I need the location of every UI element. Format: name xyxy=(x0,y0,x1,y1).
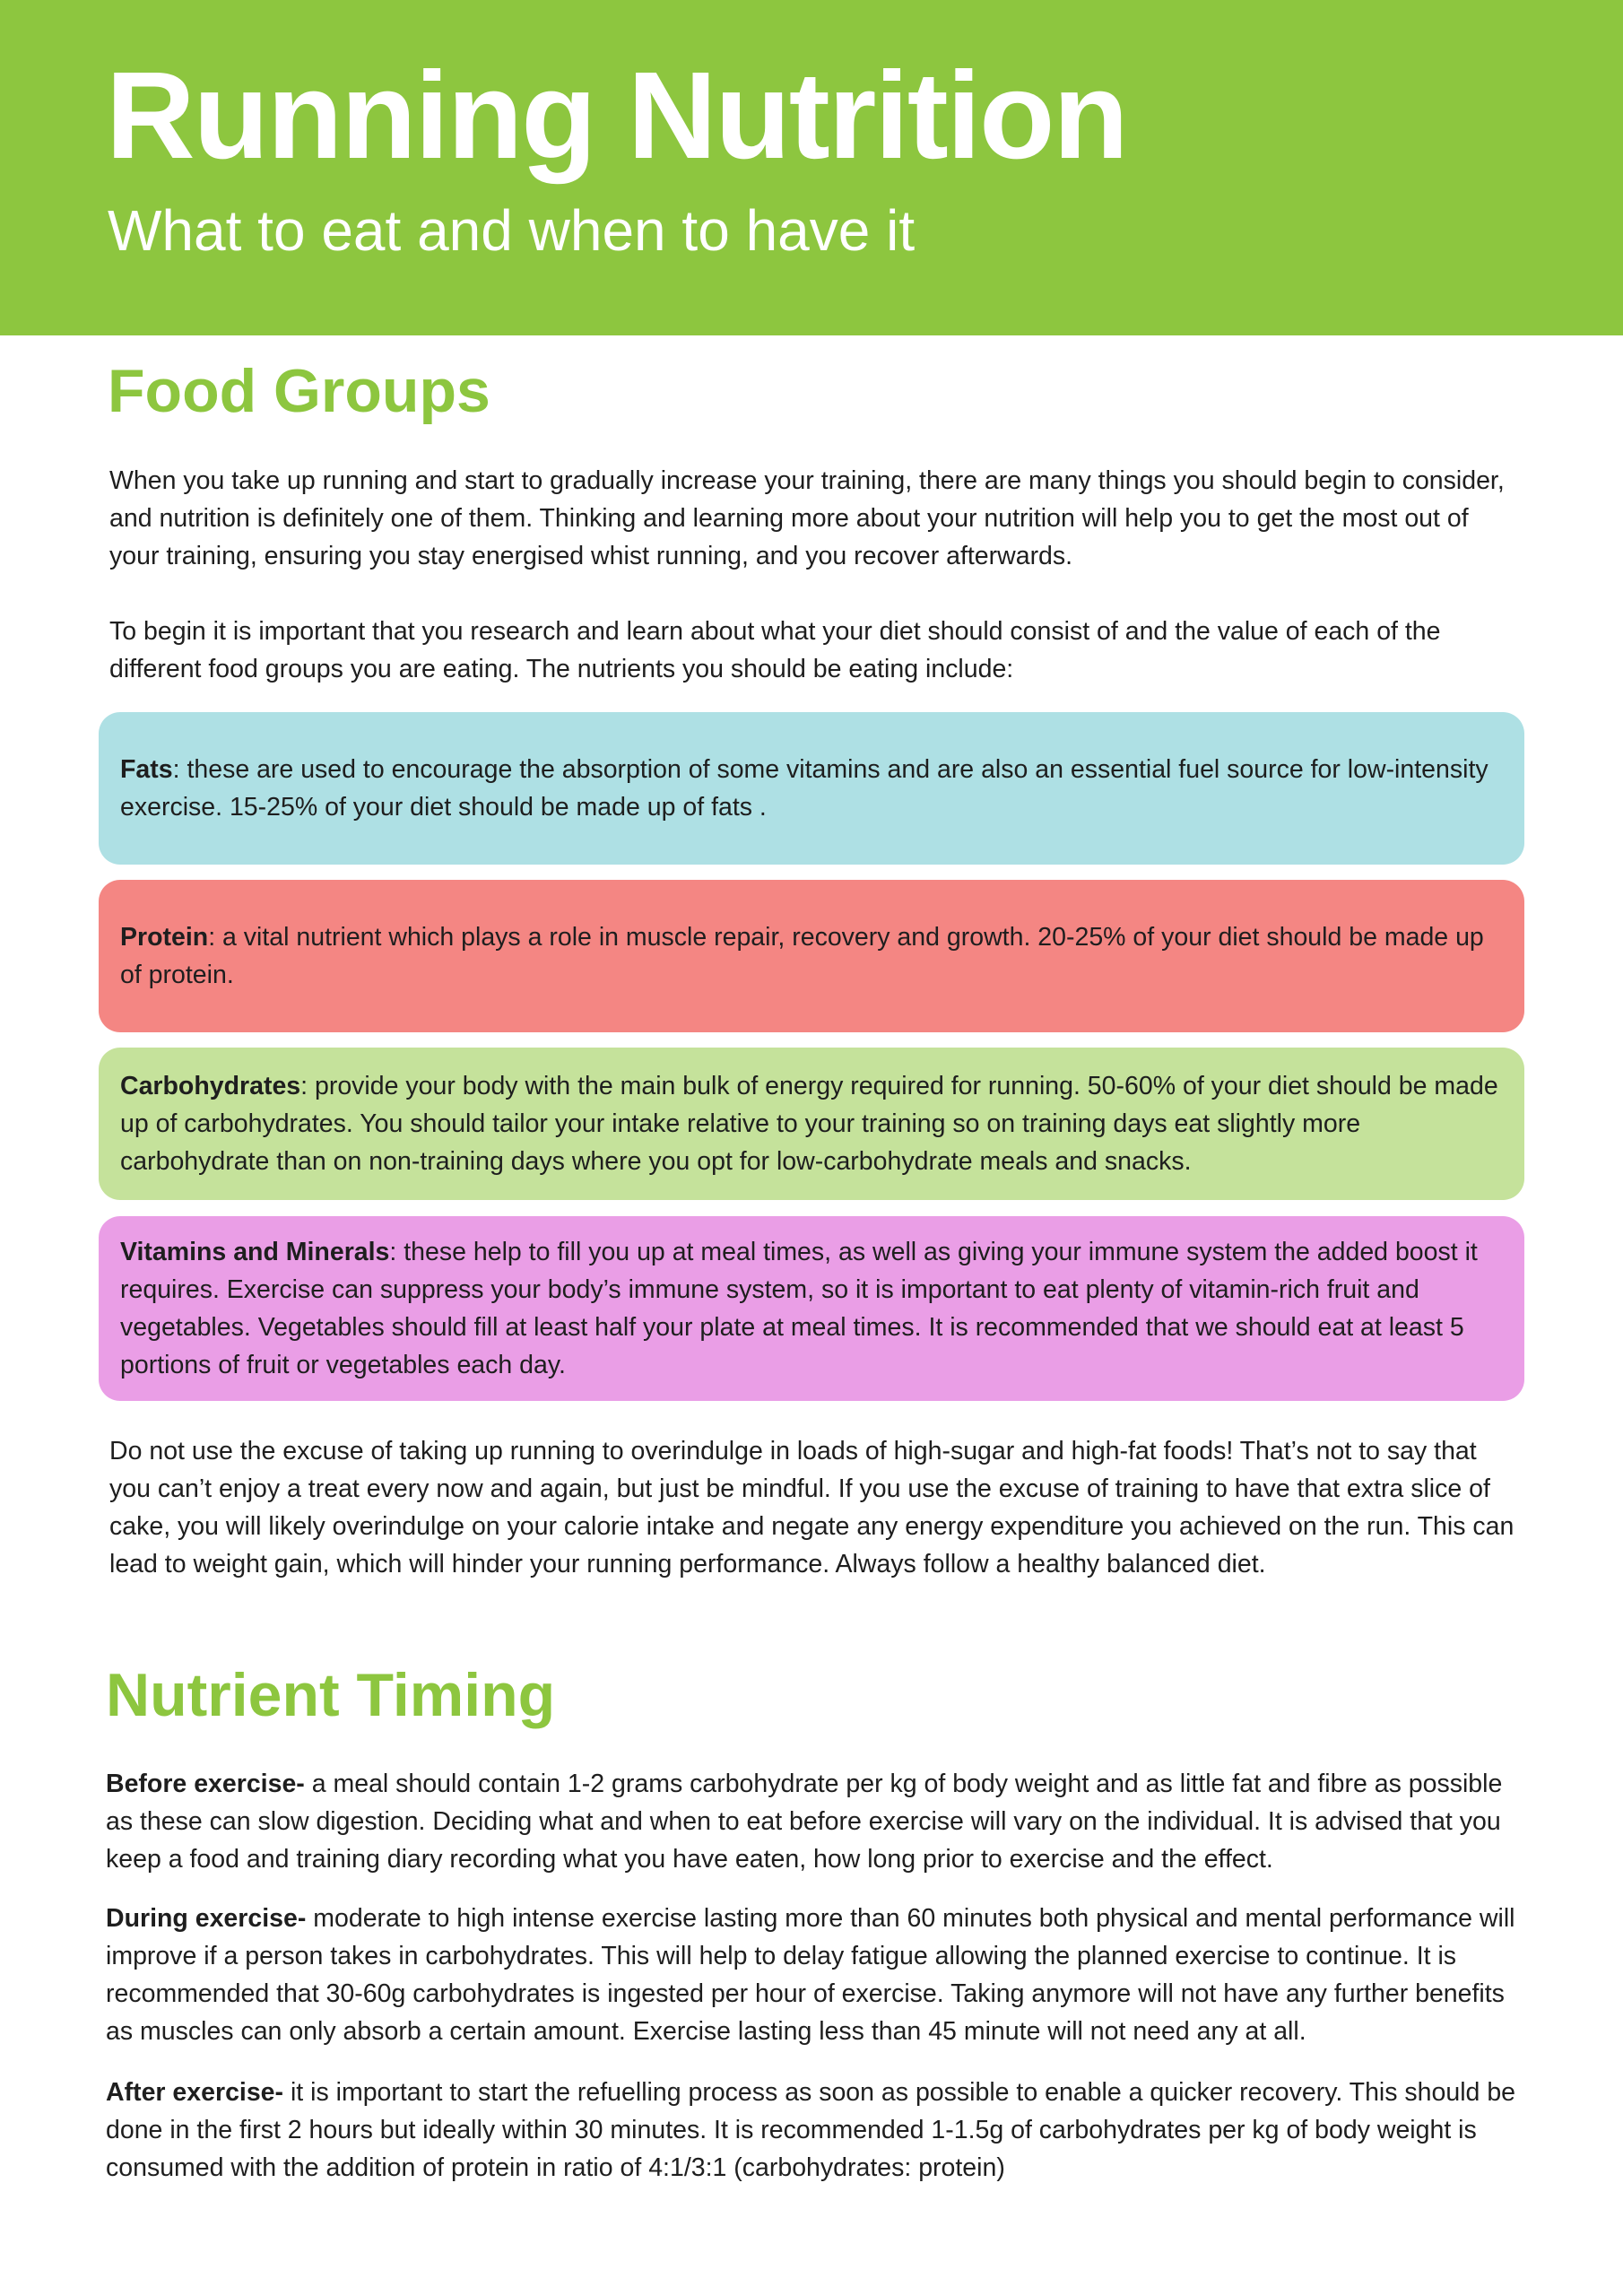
during-exercise-paragraph xyxy=(106,1900,1523,2050)
food-groups-heading: Food Groups xyxy=(108,357,490,425)
vitamins-minerals-description: : these help to fill you up at meal times, as well as giving your immune system the added boost it requires. Exercise can suppress your body’s immune system, so it is important to eat plenty of vitamin-rich fruit and vegetables. Vegetables should fill at least half your plate at meal times. It is recommended that we should eat at least 5 portions of fruit or vegetables each day. xyxy=(120,1238,1478,1379)
carbohydrates-term: Carbohydrates xyxy=(120,1072,301,1100)
before-exercise-term: Before exercise- xyxy=(106,1770,305,1798)
food-groups-intro-1: When you take up running and start to gradually increase your training, there are many things you should begin to consider, and nutrition is definitely one of them. Thinking and learning more about your nutrition will help you to get the most out of your training, ensuring you stay energised whist running, and you recover afterwards. xyxy=(109,466,1505,570)
protein-text xyxy=(120,918,1503,994)
fats-text xyxy=(120,751,1503,826)
during-exercise-term: During exercise- xyxy=(106,1904,307,1933)
during-exercise-text: moderate to high intense exercise lasting more than 60 minutes both physical and mental performance will improve if a person takes in carbohydrates. This will help to delay fatigue allowing the planned exercise to continue. It is recommended that 30-60g carbohydrates is ingested per hour of exercise. Taking anymore will not have any further benefits as muscles can only absorb a certain amount. Exercise lasting less than 45 minute will not need any at all. xyxy=(106,1904,1515,2046)
header-banner xyxy=(0,0,1623,335)
page-title: Running Nutrition xyxy=(106,47,1127,185)
food-groups-closing: Do not use the excuse of taking up running to overindulge in loads of high-sugar and high-fat foods! That’s not to say that you can’t enjoy a treat every now and again, but just be mindful. If you use the excuse of training to have that extra slice of cake, you will likely overindulge on your calorie intake and negate any energy expenditure you achieved on the run. This can lead to weight gain, which will hinder your running performance. Always follow a healthy balanced diet. xyxy=(109,1437,1515,1578)
vitamins-minerals-box xyxy=(99,1216,1524,1401)
carbohydrates-description: : provide your body with the main bulk of energy required for running. 50-60% of your diet should be made up of carbohydrates. You should tailor your intake relative to your training so on training days eat slightly more carbohydrate than on non-training days where you opt for low-carbohydrate meals and snacks. xyxy=(120,1072,1498,1176)
before-exercise-paragraph xyxy=(106,1765,1523,1878)
vitamins-minerals-text xyxy=(120,1233,1503,1384)
page-subtitle: What to eat and when to have it xyxy=(108,198,916,263)
after-exercise-term: After exercise- xyxy=(106,2078,284,2107)
after-exercise-paragraph xyxy=(106,2074,1523,2187)
protein-description: : a vital nutrient which plays a role in muscle repair, recovery and growth. 20-25% of your diet should be made up of protein. xyxy=(120,923,1484,989)
food-groups-intro-2: To begin it is important that you research and learn about what your diet should consist of and the value of each of the different food groups you are eating. The nutrients you should be eating include: xyxy=(109,617,1441,683)
fats-term: Fats xyxy=(120,755,173,784)
fats-description: : these are used to encourage the absorption of some vitamins and are also an essential fuel source for low-intensity exercise. 15-25% of your diet should be made up of fats . xyxy=(120,755,1488,822)
nutrient-timing-heading: Nutrient Timing xyxy=(106,1661,556,1729)
fats-box xyxy=(99,712,1524,865)
protein-box xyxy=(99,880,1524,1032)
carbohydrates-text xyxy=(120,1067,1503,1180)
carbohydrates-box xyxy=(99,1048,1524,1200)
after-exercise-text: it is important to start the refuelling process as soon as possible to enable a quicker recovery. This should be done in the first 2 hours but ideally within 30 minutes. It is recommended 1-1.5g of carbohydrates per kg of body weight is consumed with the addition of protein in ratio of 4:1/3:1 (carbohydrates: protein) xyxy=(106,2078,1516,2182)
protein-term: Protein xyxy=(120,923,209,952)
vitamins-minerals-term: Vitamins and Minerals xyxy=(120,1238,390,1266)
before-exercise-text: a meal should contain 1-2 grams carbohydrate per kg of body weight and as little fat and fibre as possible as these can slow digestion. Deciding what and when to eat before exercise will vary on the individual. It is advised that you keep a food and training diary recording what you have eaten, how long prior to exercise and the effect. xyxy=(106,1770,1503,1874)
